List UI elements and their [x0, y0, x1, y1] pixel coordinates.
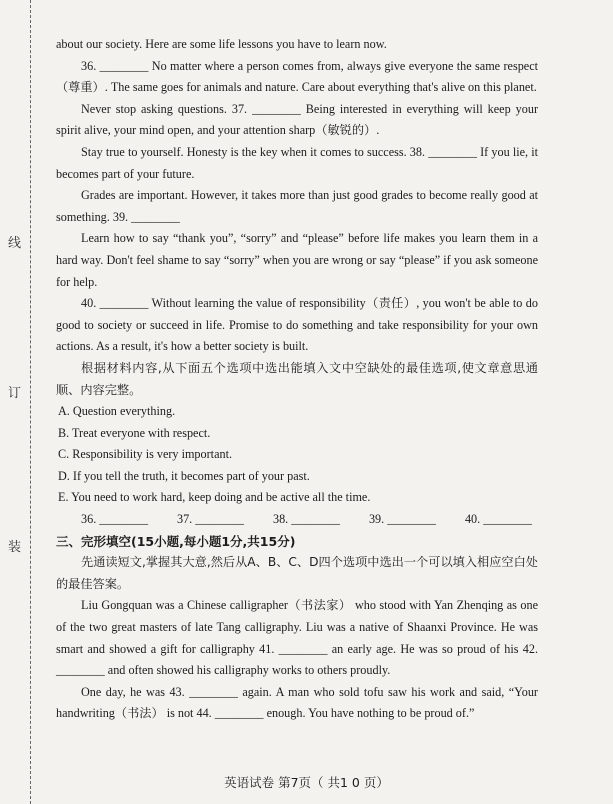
answer-blank-39: 39. ________: [368, 512, 436, 527]
paragraph-36: 36. ________ No matter where a person comes from, always give everyone the same respect（尊重）. The same goes for animals and nature. Care about everything that's alive on this planet.: [56, 58, 538, 95]
section-title: 三、完形填空(15小题,每小题1分,共15分): [56, 533, 296, 549]
margin-label-xian: 线: [8, 236, 22, 251]
option-c: C. Responsibility is very important.: [58, 447, 233, 462]
answer-blank-37: 37. ________: [176, 512, 245, 527]
cloze-paragraph-1: Liu Gongquan was a Chinese calligrapher（书法家） who stood with Yan Zhenqing as one of the two great masters of late Tang calligraphy. Liu was a native of Shaanxi Province. He was smart and showed a gift for calligraphy 41. ________ an early age. He was so proud of his 42. ________ and often showed his calligraphy works to others proudly.: [56, 598, 538, 678]
paragraph-0: about our society. Here are some life lessons you have to learn now.: [56, 37, 387, 51]
option-e: E. You need to work hard, keep doing and be active all the time.: [58, 490, 371, 505]
margin-label-zhuang: 装: [8, 540, 22, 555]
exam-content: [56, 34, 538, 725]
paragraph-thank-you: Learn how to say “thank you”, “sorry” and “please” before life makes you learn them in a hard way. Don't feel shame to say “sorry” when you are wrong or say “please” if you ask someone for help.: [56, 231, 538, 289]
cloze-instruction: 先通读短文,掌握其大意,然后从A、B、C、D四个选项中选出一个可以填入相应空白处的最佳答案。: [56, 555, 538, 591]
option-b: B. Treat everyone with respect.: [58, 425, 211, 440]
answer-blanks-row: [56, 509, 538, 531]
option-d: D. If you tell the truth, it becomes part of your past.: [58, 468, 310, 483]
answer-blank-38: 38. ________: [272, 512, 340, 527]
binding-dashed-line: [30, 0, 31, 804]
answer-blank-36: 36. ________: [81, 512, 149, 527]
margin-label-ding: 订: [8, 386, 22, 401]
option-a: A. Question everything.: [58, 404, 176, 419]
paragraph-39: Grades are important. However, it takes more than just good grades to become really good at something. 39. ________: [56, 188, 538, 224]
paragraph-37: Never stop asking questions. 37. ________ Being interested in everything will keep your spirit alive, your mind open, and your attention sharp（敏锐的）.: [56, 101, 538, 138]
paragraph-38: Stay true to yourself. Honesty is the key when it comes to success. 38. ________ If you lie, it becomes part of your future.: [56, 144, 538, 181]
paragraph-40: 40. ________ Without learning the value of responsibility（责任）, you won't be able to do good to society or succeed in life. Promise to do something and take responsibility for your own actions. As a result, it's how a better society is built.: [56, 296, 538, 354]
page-footer: 英语试卷 第7页（ 共1 0 页）: [224, 775, 389, 790]
answer-blank-40: 40. ________: [464, 512, 532, 527]
cloze-paragraph-2: One day, he was 43. ________ again. A man who sold tofu saw his work and said, “Your handwriting（书法） is not 44. ________ enough. You have nothing to be proud of.”: [56, 684, 538, 721]
instruction-text: 根据材料内容,从下面五个选项中选出能填入文中空缺处的最佳选项,使文章意思通顺、内容完整。: [56, 360, 538, 397]
